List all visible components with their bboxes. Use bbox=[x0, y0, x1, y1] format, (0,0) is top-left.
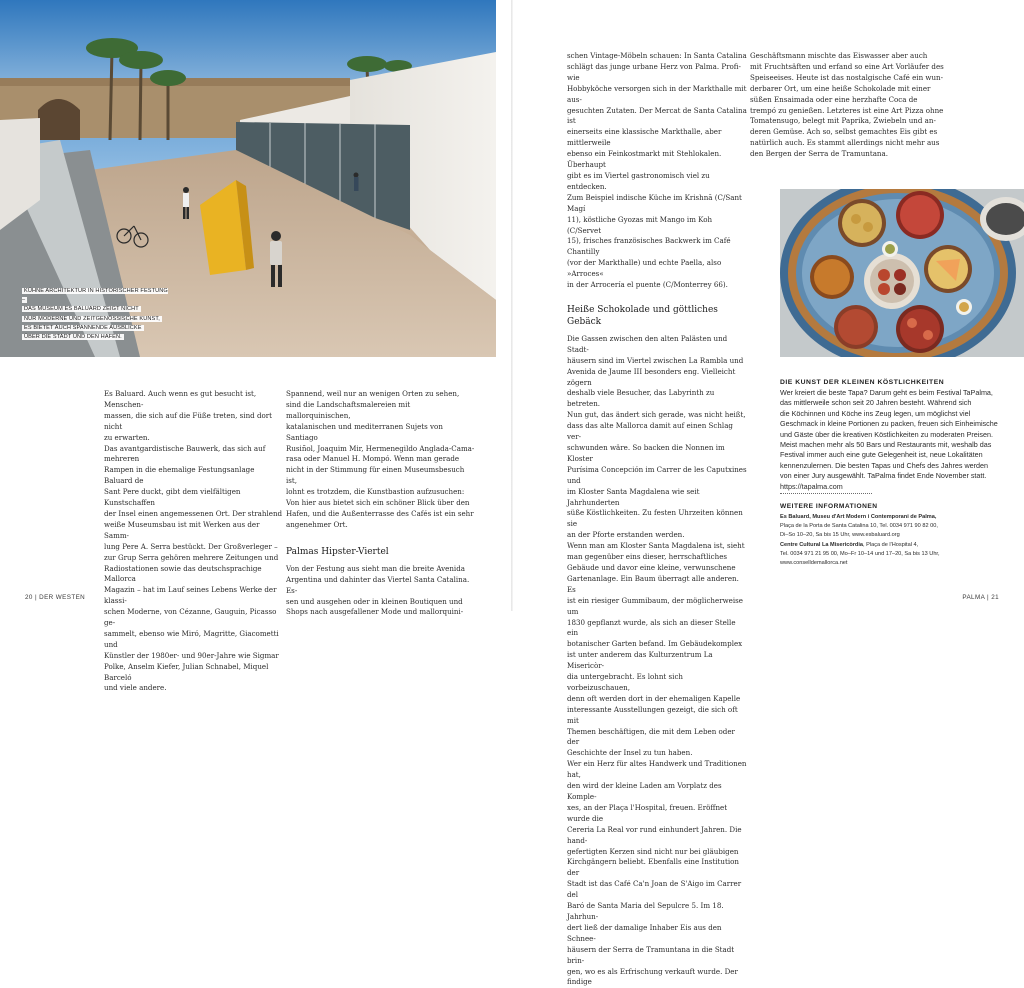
text-line: ebenso ein Feinkostmarkt mit Stehlokalen. Überhaupt bbox=[567, 149, 747, 171]
text-line: Speiseeises. Heute ist das nostalgische Café ein wun- bbox=[750, 73, 950, 84]
text-column-4 bbox=[750, 51, 950, 160]
tapalma-link[interactable]: https://tapalma.com bbox=[780, 482, 1016, 492]
section-heading: Palmas Hipster-Viertel bbox=[286, 546, 476, 558]
tapas-photo-illustration bbox=[780, 189, 1024, 357]
text-line: Shops nach ausgefallener Mode und mallorquini- bbox=[286, 607, 476, 618]
info-text: Plaça de la Porta de Santa Catalina 10, Tel. 0034 971 90 82 00, bbox=[780, 523, 938, 529]
text-line: Die Gassen zwischen den alten Palästen und Stadt- bbox=[567, 334, 747, 356]
text-line: zu erwarten. bbox=[104, 433, 284, 444]
text-line: Cereria La Real vor rund einhundert Jahren. Die hand- bbox=[567, 825, 747, 847]
text-line: Hafen, und die Außenterrasse des Cafés ist ein sehr bbox=[286, 509, 476, 520]
page-folio-right: PALMA | 21 bbox=[962, 594, 999, 601]
info-line bbox=[780, 541, 1016, 550]
text-line: deren Gemüse. Ach so, selbst gemachtes Eis gibt es bbox=[750, 127, 950, 138]
text-line: gen, wo es als Erfrischung verkauft wurde. Der findige bbox=[567, 967, 747, 988]
text-line: dass das alte Mallorca damit auf einen Schlag ver- bbox=[567, 421, 747, 443]
text-line: Spannend, weil nur an wenigen Orten zu sehen, bbox=[286, 389, 476, 400]
text-line: (vor der Markthalle) und echte Paella, also »Arroces« bbox=[567, 258, 747, 280]
text-line: schen Vintage-Möbeln schauen: In Santa Catalina bbox=[567, 51, 747, 62]
info-bold: Es Baluard, Museu d'Art Modern i Contemporani de Palma, bbox=[780, 514, 936, 520]
text-line: häusern sind im Viertel zwischen La Rambla und bbox=[567, 356, 747, 367]
caption-line: KÜHNE ARCHITEKTUR IN HISTORISCHER FESTUNG – bbox=[22, 288, 168, 303]
info-text: www.conselldemallorca.net bbox=[780, 560, 847, 566]
text-line: Gartenanlage. Ein Baum überragt alle anderen. Es bbox=[567, 574, 747, 596]
text-line: Themen beschäftigen, die mit dem Leben oder der bbox=[567, 727, 747, 749]
caption-line: NUR MODERNE UND ZEITGENÖSSISCHE KUNST, bbox=[22, 316, 162, 322]
text-line: 15), frisches französisches Backwerk im Café Chantilly bbox=[567, 236, 747, 258]
page-folio-left: 20 | DER WESTEN bbox=[25, 594, 85, 601]
text-line: Radiostationen sowie das deutschsprachige Mallorca bbox=[104, 564, 284, 586]
text-line: Das avantgardistische Bauwerk, das sich auf mehreren bbox=[104, 444, 284, 466]
text-line: Gebäude und davor eine kleine, verwunschene bbox=[567, 563, 747, 574]
text-line: Rampen in die ehemalige Festungsanlage Baluard de bbox=[104, 465, 284, 487]
text-line: deshalb viele Besucher, das Labyrinth zu betreten. bbox=[567, 388, 747, 410]
info-line bbox=[780, 522, 1016, 531]
info-title: WEITERE INFORMATIONEN bbox=[780, 503, 878, 510]
text-line: denn oft werden dort in der ehemaligen Kapelle bbox=[567, 694, 747, 705]
text-column-2 bbox=[286, 389, 476, 618]
text-line: Rusiñol, Joaquim Mir, Hermenegildo Anglada-Cama- bbox=[286, 444, 476, 455]
text-line: gesuchten Zutaten. Der Mercat de Santa Catalina ist bbox=[567, 106, 747, 128]
text-line: 11), köstliche Gyozas mit Mango im Koh (C/Servet bbox=[567, 215, 747, 237]
text-line: sammelt, ebenso wie Miró, Magritte, Giacometti und bbox=[104, 629, 284, 651]
text-line: weiße Museumsbau ist mit Werken aus der Samm- bbox=[104, 520, 284, 542]
text-line: zur Grup Serra gehören mehrere Zeitungen und bbox=[104, 553, 284, 564]
text-line: rasa oder Manuel H. Mompó. Wenn man gerade bbox=[286, 454, 476, 465]
text-line: Zum Beispiel indische Küche im Krishnā (C/Sant Magí bbox=[567, 193, 747, 215]
text-column-1 bbox=[104, 389, 284, 694]
text-line: im Kloster Santa Magdalena wie seit Jahrhunderten bbox=[567, 487, 747, 509]
text-line: trempó zu genießen. Letzteres ist eine Art Pizza ohne bbox=[750, 106, 950, 117]
tapas-photo bbox=[780, 189, 1024, 357]
text-line: Sant Pere duckt, gibt dem vielfältigen Kunstschaffen bbox=[104, 487, 284, 509]
text-line: Wenn man am Kloster Santa Magdalena ist, sieht bbox=[567, 541, 747, 552]
text-line: dert ließ der damalige Inhaber Eis aus den Schnee- bbox=[567, 923, 747, 945]
text-line: Avenida de Jaume III besonders eng. Vielleicht zögern bbox=[567, 367, 747, 389]
section-heading: Heiße Schokolade und göttliches Gebäck bbox=[567, 304, 747, 328]
text-line: schwunden wäre. So backen die Nonnen im Kloster bbox=[567, 443, 747, 465]
text-line: einerseits eine klassische Markthalle, aber mittlerweile bbox=[567, 127, 747, 149]
text-line: den wird der kleine Laden am Vorplatz des Komple- bbox=[567, 781, 747, 803]
caption-line: DAS MUSEUM ES BALUARD ZEIGT NICHT bbox=[22, 306, 141, 312]
info-text: Di–So 10–20, Sa bis 15 Uhr, www.esbaluard.org bbox=[780, 532, 900, 538]
info-text: , Plaça de l'Hospital 4, bbox=[863, 542, 918, 548]
text-line: Argentina und dahinter das Viertel Santa Catalina. Es- bbox=[286, 575, 476, 597]
text-line: in der Arrocería el puente (C/Monterrey 66). bbox=[567, 280, 747, 291]
text-line: Polke, Anselm Kiefer, Julian Schnabel, Miquel Barceló bbox=[104, 662, 284, 684]
text-line: der Insel einen angemessenen Ort. Der strahlend bbox=[104, 509, 284, 520]
text-line: an der Pforte erstanden werden. bbox=[567, 530, 747, 541]
sidebar-divider bbox=[780, 493, 872, 494]
museum-photo bbox=[0, 0, 496, 357]
text-line: derbarer Ort, um eine heiße Schokolade mit einer bbox=[750, 84, 950, 95]
text-line: nicht in der Stimmung für einen Museumsbesuch ist, bbox=[286, 465, 476, 487]
text-line: natürlich auch. Es stammt allerdings nicht mehr aus bbox=[750, 138, 950, 149]
text-line: schen Moderne, von Cézanne, Gauguin, Picasso ge- bbox=[104, 607, 284, 629]
text-line: Es Baluard. Auch wenn es gut besucht ist, Menschen- bbox=[104, 389, 284, 411]
text-line: kennenzulernen. Die besten Tapas und Chefs des Jahres werden bbox=[780, 461, 1016, 471]
text-line: Geschäftsmann mischte das Eiswasser aber auch bbox=[750, 51, 950, 62]
text-line: Hobbyköche versorgen sich in der Markthalle mit aus- bbox=[567, 84, 747, 106]
text-line: und viele andere. bbox=[104, 683, 284, 694]
text-line: 1830 gepflanzt wurde, als sich an dieser Stelle ein bbox=[567, 618, 747, 640]
text-line: sind die Landschaftsmalereien mit mallorquinischen, bbox=[286, 400, 476, 422]
text-line: gefertigten Kerzen sind nicht nur bei gläubigen bbox=[567, 847, 747, 858]
text-line: angenehmer Ort. bbox=[286, 520, 476, 531]
text-line: die Köchinnen und Köche ins Zeug legen, um möglichst viel bbox=[780, 409, 1016, 419]
text-line: von einer Jury ausgewählt. TaPalma findet Ende November statt. bbox=[780, 471, 1016, 481]
text-line: botanischer Garten befand. Im Gebäudekomplex bbox=[567, 639, 747, 650]
text-line: sen und ausgehen oder in kleinen Boutiquen und bbox=[286, 597, 476, 608]
text-line: den Bergen der Serra de Tramuntana. bbox=[750, 149, 950, 160]
info-line bbox=[780, 531, 1016, 540]
text-line: Meist machen mehr als 50 Bars und Restaurants mit, weshalb das bbox=[780, 440, 1016, 450]
info-line bbox=[780, 559, 1016, 568]
text-line: gibt es im Viertel gastronomisch viel zu entdecken. bbox=[567, 171, 747, 193]
text-line: Tomatensugo, belegt mit Paprika, Zwiebeln und an- bbox=[750, 116, 950, 127]
text-line: süßen Ensaimada oder eine herzhafte Coca de bbox=[750, 95, 950, 106]
text-line: Kirchgängern beliebt. Ebenfalls eine Institution der bbox=[567, 857, 747, 879]
text-column-3 bbox=[567, 51, 747, 988]
text-line: Von der Festung aus sieht man die breite Avenida bbox=[286, 564, 476, 575]
info-line bbox=[780, 513, 1016, 522]
text-line: massen, die sich auf die Füße treten, sind dort nicht bbox=[104, 411, 284, 433]
text-line: Magazin – hat im Lauf seines Lebens Werke der klassi- bbox=[104, 585, 284, 607]
text-line: Baró de Santa Maria del Sepulcre 5. Im 18. Jahrhun- bbox=[567, 901, 747, 923]
text-line: Wer kreiert die beste Tapa? Darum geht es beim Festival TaPalma, bbox=[780, 388, 1016, 398]
text-line: Wer ein Herz für altes Handwerk und Traditionen hat, bbox=[567, 759, 747, 781]
text-line: interessante Ausstellungen gezeigt, die sich oft mit bbox=[567, 705, 747, 727]
text-line: Von hier aus bietet sich ein schöner Blick über den bbox=[286, 498, 476, 509]
caption-line: ES BIETET AUCH SPANNENDE AUSBLICKE bbox=[22, 325, 144, 331]
info-text: Tel. 0034 971 21 95 00, Mo–Fr 10–14 und 17–20, Sa bis 13 Uhr, bbox=[780, 551, 940, 557]
text-line: süße Köstlichkeiten. Zu festen Uhrzeiten können sie bbox=[567, 508, 747, 530]
text-line: häusern der Serra de Tramuntana in die Stadt brin- bbox=[567, 945, 747, 967]
caption-line: ÜBER DIE STADT UND DEN HAFEN. bbox=[22, 334, 124, 340]
text-line: xes, an der Plaça l'Hospital, freuen. Eröffnet wurde die bbox=[567, 803, 747, 825]
text-line: Nun gut, das ändert sich gerade, was nicht heißt, bbox=[567, 410, 747, 421]
sidebar-title: DIE KUNST DER KLEINEN KÖSTLICHKEITEN bbox=[780, 379, 944, 386]
info-line bbox=[780, 550, 1016, 559]
text-line: Stadt ist das Café Ca'n Joan de S'Aigo im Carrer del bbox=[567, 879, 747, 901]
text-line: ist unter anderem das Kulturzentrum La Misericòr- bbox=[567, 650, 747, 672]
text-line: man gegenüber eins dieser, herrschaftliches bbox=[567, 552, 747, 563]
info-body bbox=[780, 513, 1016, 568]
text-line: mit Fruchtsäften und erfand so eine Art Vorläufer des bbox=[750, 62, 950, 73]
text-line: katalanischen und mediterranen Sujets von Santiago bbox=[286, 422, 476, 444]
text-line: Purísima Concepción im Carrer de les Caputxines und bbox=[567, 465, 747, 487]
text-line: Künstler der 1980er- und 90er-Jahre wie Sigmar bbox=[104, 651, 284, 662]
text-line: das mittlerweile schon seit 20 Jahren besteht. Während sich bbox=[780, 398, 1016, 408]
text-line: Geschmack in kleine Portionen zu packen, freuen sich Einheimische bbox=[780, 419, 1016, 429]
text-line: lung Pere A. Serra bestückt. Der Großverleger – bbox=[104, 542, 284, 553]
left-page bbox=[0, 0, 512, 611]
sidebar-body bbox=[780, 388, 1016, 492]
text-line: schlägt das junge urbane Herz von Palma. Profi- wie bbox=[567, 62, 747, 84]
text-line: und Gäste über die kreativen Köstlichkeiten zu moderaten Preisen. bbox=[780, 430, 1016, 440]
photo-caption bbox=[22, 287, 170, 342]
text-line: Festival immer auch eine gute Gelegenheit ist, neue Lokalitäten bbox=[780, 450, 1016, 460]
text-line: Geschichte der Insel zu tun haben. bbox=[567, 748, 747, 759]
text-line: ist ein riesiger Gummibaum, der möglicherweise um bbox=[567, 596, 747, 618]
info-bold: Centre Cultural La Misericòrdia bbox=[780, 542, 863, 548]
text-line: dia untergebracht. Es lohnt sich vorbeizuschauen, bbox=[567, 672, 747, 694]
text-line: lohnt es trotzdem, die Kunstbastion aufzusuchen: bbox=[286, 487, 476, 498]
